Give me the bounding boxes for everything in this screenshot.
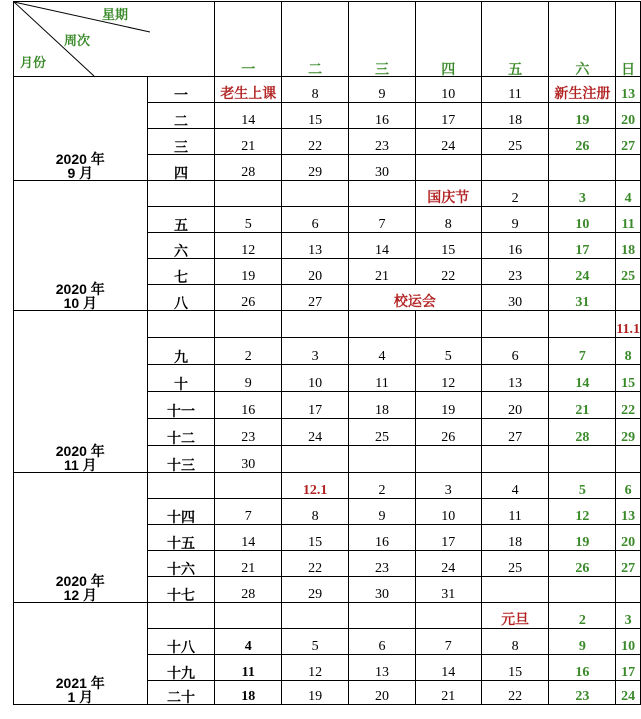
date-cell: 14 <box>215 525 282 551</box>
date-cell <box>549 655 616 681</box>
empty-cell <box>215 473 282 499</box>
week-number: 十五 <box>147 525 215 551</box>
weekend-date: 24 <box>575 269 590 284</box>
empty-cell <box>616 446 641 473</box>
date-cell: 3 <box>282 338 349 365</box>
bold-date: 4 <box>244 639 252 654</box>
date-cell: 15 <box>481 655 549 681</box>
date-cell: 30 <box>349 155 416 181</box>
date-cell: 18 <box>481 103 549 129</box>
empty-cell <box>282 446 349 473</box>
date-cell <box>215 681 282 705</box>
date-cell <box>616 103 641 129</box>
date-cell: 14 <box>349 233 416 259</box>
date-cell: 22 <box>282 129 349 155</box>
date-cell: 28 <box>215 577 282 603</box>
month-label: 2020 年 10 月 <box>14 181 148 311</box>
date-cell <box>549 419 616 446</box>
day-header-fri: 五 <box>481 2 549 77</box>
date-cell: 3 <box>415 473 481 499</box>
weekend-date: 20 <box>621 535 636 550</box>
day-header-tue: 二 <box>282 2 349 77</box>
weekend-date: 4 <box>624 191 632 206</box>
date-cell: 9 <box>349 77 416 103</box>
week-number: 七 <box>147 259 215 285</box>
event-cell <box>282 473 349 499</box>
date-cell: 19 <box>215 259 282 285</box>
empty-cell <box>549 577 616 603</box>
weekend-date: 20 <box>621 113 636 128</box>
date-cell: 5 <box>282 629 349 655</box>
date-cell: 22 <box>481 681 549 705</box>
weekend-date: 21 <box>575 403 590 418</box>
week-number: 十二 <box>147 419 215 446</box>
day-header-sun: 日 <box>616 2 641 77</box>
table-row <box>14 77 641 103</box>
school-calendar-table <box>13 1 641 705</box>
week-number: 十一 <box>147 392 215 419</box>
week-number: 四 <box>147 155 215 181</box>
date-cell: 17 <box>415 103 481 129</box>
date-cell: 24 <box>415 129 481 155</box>
weekend-date: 19 <box>575 113 590 128</box>
event-label: 11.1 <box>616 322 640 337</box>
week-number: 十三 <box>147 446 215 473</box>
weekend-date: 17 <box>621 665 636 680</box>
date-cell: 21 <box>215 551 282 577</box>
empty-cell <box>349 311 416 338</box>
date-cell: 13 <box>349 655 416 681</box>
date-cell: 25 <box>349 419 416 446</box>
week-number: 九 <box>147 338 215 365</box>
weekend-date: 15 <box>621 376 636 391</box>
event-cell <box>349 285 482 311</box>
event-cell <box>616 311 641 338</box>
date-cell <box>616 655 641 681</box>
date-cell: 26 <box>415 419 481 446</box>
event-cell <box>481 603 549 629</box>
date-cell: 17 <box>282 392 349 419</box>
date-cell: 14 <box>415 655 481 681</box>
date-cell: 5 <box>415 338 481 365</box>
month-label: 2021 年 1 月 <box>14 603 148 705</box>
table-row <box>14 311 641 338</box>
date-cell: 12 <box>415 365 481 392</box>
date-cell: 9 <box>481 207 549 233</box>
week-number: 十六 <box>147 551 215 577</box>
empty-cell <box>215 181 282 207</box>
date-cell: 8 <box>282 499 349 525</box>
date-cell: 29 <box>282 155 349 181</box>
event-label: 新生注册 <box>554 85 611 101</box>
date-cell <box>616 392 641 419</box>
event-label: 国庆节 <box>427 189 470 205</box>
date-cell: 22 <box>415 259 481 285</box>
empty-cell <box>415 155 481 181</box>
weekend-date: 6 <box>624 483 632 498</box>
month-label: 2020 年 12 月 <box>14 473 148 603</box>
week-number <box>147 603 215 629</box>
date-cell: 19 <box>282 681 349 705</box>
date-cell: 23 <box>215 419 282 446</box>
date-cell <box>616 77 641 103</box>
date-cell <box>616 259 641 285</box>
week-number: 一 <box>147 77 215 103</box>
date-cell: 28 <box>215 155 282 181</box>
week-number-axis-label: 周次 <box>64 33 91 48</box>
weekend-date: 26 <box>575 139 590 154</box>
week-number: 十七 <box>147 577 215 603</box>
empty-cell <box>616 285 641 311</box>
date-cell: 10 <box>415 499 481 525</box>
date-cell: 16 <box>349 103 416 129</box>
weekend-date: 27 <box>621 139 636 154</box>
date-cell: 7 <box>415 629 481 655</box>
date-cell: 15 <box>415 233 481 259</box>
date-cell <box>549 233 616 259</box>
week-number <box>147 473 215 499</box>
header-row <box>14 2 641 77</box>
event-label: 老生上课 <box>220 85 277 101</box>
date-cell: 20 <box>282 259 349 285</box>
date-cell: 27 <box>282 285 349 311</box>
weekend-date: 3 <box>624 613 632 628</box>
date-cell: 7 <box>215 499 282 525</box>
date-cell: 20 <box>349 681 416 705</box>
event-cell <box>215 77 282 103</box>
day-header-thu: 四 <box>415 2 481 77</box>
date-cell: 12 <box>282 655 349 681</box>
date-cell: 12 <box>215 233 282 259</box>
date-cell: 8 <box>481 629 549 655</box>
date-cell <box>549 551 616 577</box>
day-header-mon: 一 <box>215 2 282 77</box>
weekend-date: 26 <box>575 561 590 576</box>
date-cell: 7 <box>349 207 416 233</box>
empty-cell <box>282 311 349 338</box>
date-cell: 15 <box>282 525 349 551</box>
week-number: 六 <box>147 233 215 259</box>
date-cell <box>549 181 616 207</box>
weekend-date: 13 <box>621 87 636 102</box>
empty-cell <box>282 181 349 207</box>
empty-cell <box>215 311 282 338</box>
week-number: 二十 <box>147 681 215 705</box>
weekend-date: 11 <box>621 217 635 232</box>
date-cell: 21 <box>349 259 416 285</box>
empty-cell <box>349 181 416 207</box>
date-cell: 4 <box>481 473 549 499</box>
date-cell <box>549 259 616 285</box>
date-cell: 27 <box>481 419 549 446</box>
date-cell: 24 <box>282 419 349 446</box>
date-cell: 16 <box>349 525 416 551</box>
date-cell: 6 <box>282 207 349 233</box>
empty-cell <box>415 603 481 629</box>
event-cell <box>549 77 616 103</box>
date-cell <box>616 365 641 392</box>
week-number: 十九 <box>147 655 215 681</box>
empty-cell <box>349 446 416 473</box>
empty-cell <box>549 446 616 473</box>
date-cell <box>616 551 641 577</box>
empty-cell <box>481 311 549 338</box>
date-cell: 23 <box>349 551 416 577</box>
corner-header-cell <box>14 2 215 77</box>
date-cell: 11 <box>481 77 549 103</box>
weekend-date: 12 <box>575 509 590 524</box>
week-number: 三 <box>147 129 215 155</box>
empty-cell <box>549 155 616 181</box>
date-cell: 8 <box>282 77 349 103</box>
date-cell: 8 <box>415 207 481 233</box>
date-cell: 21 <box>215 129 282 155</box>
date-cell: 16 <box>215 392 282 419</box>
date-cell: 2 <box>481 181 549 207</box>
empty-cell <box>481 446 549 473</box>
date-cell: 6 <box>349 629 416 655</box>
weekend-date: 31 <box>575 295 590 310</box>
date-cell: 30 <box>215 446 282 473</box>
date-cell: 10 <box>415 77 481 103</box>
week-number: 八 <box>147 285 215 311</box>
weekend-date: 3 <box>578 191 586 206</box>
table-row <box>14 181 641 207</box>
date-cell: 21 <box>415 681 481 705</box>
month-label: 2020 年 9 月 <box>14 77 148 181</box>
empty-cell <box>616 155 641 181</box>
empty-cell <box>616 577 641 603</box>
date-cell: 20 <box>481 392 549 419</box>
weekend-date: 23 <box>575 689 590 704</box>
weekend-date: 19 <box>575 535 590 550</box>
week-number: 十 <box>147 365 215 392</box>
weekend-date: 10 <box>621 639 636 654</box>
date-cell: 18 <box>349 392 416 419</box>
bold-date: 18 <box>241 689 256 704</box>
event-label: 元旦 <box>501 611 530 627</box>
date-cell <box>616 499 641 525</box>
empty-cell <box>481 577 549 603</box>
weekend-date: 13 <box>621 509 636 524</box>
date-cell <box>549 365 616 392</box>
date-cell: 9 <box>349 499 416 525</box>
date-cell: 30 <box>481 285 549 311</box>
weekend-date: 8 <box>624 349 632 364</box>
date-cell: 17 <box>415 525 481 551</box>
date-cell <box>549 603 616 629</box>
date-cell: 6 <box>481 338 549 365</box>
date-cell <box>616 681 641 705</box>
empty-cell <box>349 603 416 629</box>
empty-cell <box>415 311 481 338</box>
weekend-date: 2 <box>578 613 586 628</box>
date-cell: 24 <box>415 551 481 577</box>
date-cell: 26 <box>215 285 282 311</box>
date-cell: 29 <box>282 577 349 603</box>
week-number: 十四 <box>147 499 215 525</box>
event-label: 12.1 <box>302 483 328 498</box>
date-cell: 18 <box>481 525 549 551</box>
day-header-sat: 六 <box>549 2 616 77</box>
date-cell: 15 <box>282 103 349 129</box>
date-cell: 2 <box>349 473 416 499</box>
date-cell: 25 <box>481 551 549 577</box>
week-number: 五 <box>147 207 215 233</box>
weekend-date: 5 <box>578 483 586 498</box>
weekend-date: 14 <box>575 376 590 391</box>
date-cell <box>616 603 641 629</box>
empty-cell <box>549 311 616 338</box>
date-cell: 13 <box>282 233 349 259</box>
date-cell <box>549 285 616 311</box>
date-cell <box>215 629 282 655</box>
empty-cell <box>415 446 481 473</box>
date-cell: 2 <box>215 338 282 365</box>
date-cell <box>549 129 616 155</box>
date-cell <box>616 525 641 551</box>
date-cell <box>616 419 641 446</box>
date-cell <box>549 338 616 365</box>
date-cell: 9 <box>215 365 282 392</box>
date-cell: 5 <box>215 207 282 233</box>
weekend-date: 27 <box>621 561 636 576</box>
weekend-date: 22 <box>621 403 636 418</box>
date-cell: 25 <box>481 129 549 155</box>
date-cell <box>616 207 641 233</box>
weekend-date: 25 <box>621 269 636 284</box>
date-cell <box>549 207 616 233</box>
date-cell: 23 <box>481 259 549 285</box>
date-cell: 31 <box>415 577 481 603</box>
date-cell: 19 <box>415 392 481 419</box>
weekend-date: 18 <box>621 243 636 258</box>
date-cell: 11 <box>349 365 416 392</box>
empty-cell <box>215 603 282 629</box>
week-number: 二 <box>147 103 215 129</box>
month-axis-label: 月份 <box>20 55 47 70</box>
week-number: 十八 <box>147 629 215 655</box>
date-cell <box>616 338 641 365</box>
date-cell: 10 <box>282 365 349 392</box>
date-cell <box>616 129 641 155</box>
date-cell: 22 <box>282 551 349 577</box>
event-label: 校运会 <box>393 293 436 309</box>
weekend-date: 10 <box>575 217 590 232</box>
date-cell <box>616 473 641 499</box>
week-number <box>147 311 215 338</box>
date-cell <box>549 629 616 655</box>
weekend-date: 29 <box>621 430 636 445</box>
bold-date: 11 <box>241 665 255 680</box>
month-label: 2020 年 11 月 <box>14 311 148 473</box>
date-cell <box>549 525 616 551</box>
empty-cell <box>481 155 549 181</box>
date-cell <box>616 181 641 207</box>
weekday-axis-label: 星期 <box>102 7 129 22</box>
day-header-wed: 三 <box>349 2 416 77</box>
weekend-date: 24 <box>621 689 636 704</box>
weekend-date: 28 <box>575 430 590 445</box>
date-cell <box>549 473 616 499</box>
date-cell <box>616 629 641 655</box>
date-cell: 14 <box>215 103 282 129</box>
date-cell <box>549 103 616 129</box>
empty-cell <box>282 603 349 629</box>
weekend-date: 7 <box>578 349 586 364</box>
weekend-date: 16 <box>575 665 590 680</box>
weekend-date: 17 <box>575 243 590 258</box>
weekend-date: 9 <box>578 639 586 654</box>
date-cell: 13 <box>481 365 549 392</box>
date-cell: 30 <box>349 577 416 603</box>
date-cell: 11 <box>481 499 549 525</box>
date-cell <box>549 499 616 525</box>
date-cell <box>549 392 616 419</box>
date-cell: 16 <box>481 233 549 259</box>
event-cell <box>415 181 481 207</box>
table-row <box>14 473 641 499</box>
table-row <box>14 603 641 629</box>
date-cell <box>215 655 282 681</box>
week-number <box>147 181 215 207</box>
date-cell <box>616 233 641 259</box>
date-cell: 23 <box>349 129 416 155</box>
date-cell: 4 <box>349 338 416 365</box>
date-cell <box>549 681 616 705</box>
